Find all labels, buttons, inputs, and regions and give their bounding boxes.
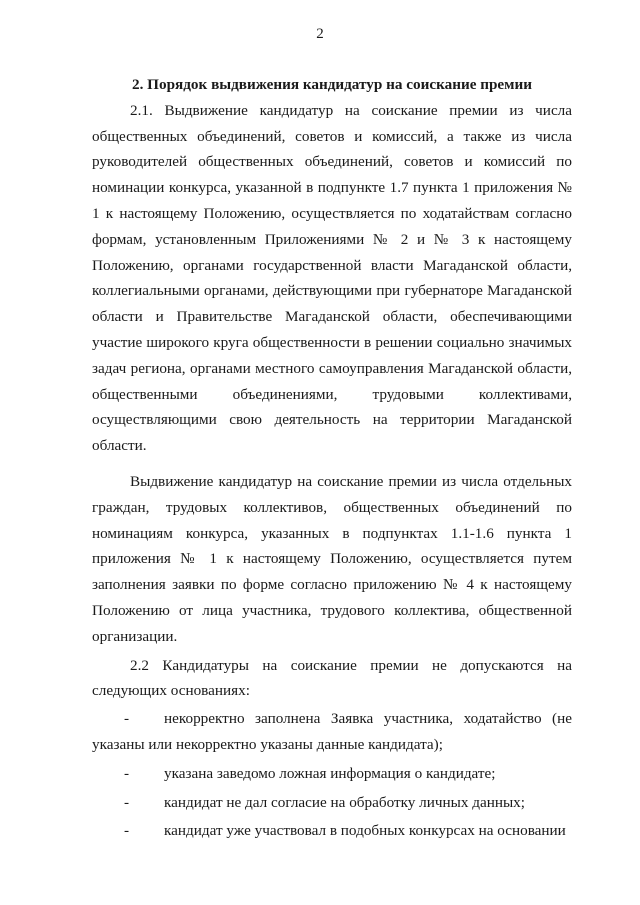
paragraph-2-1: 2.1. Выдвижение кандидатур на соискание премии из числа общественных объединений, советов и комиссий, а также из числа руководителей общественных объединений, советов и комиссий по номинации конкурса, указанной в подпункте 1.7 пункта 1 приложения № 1 к настоящему Положению, осуществляется по ходатайствам согласно формам, установленным Приложениями № 2 и № 3 к настоящему Положению, органами государственной власти Магаданской области, коллегиальными органами, действующими при губернаторе Магаданской области и Правительстве Магаданской области, обеспечивающими участие широкого круга общественности в решении социально значимых задач региона, органами местного самоуправления Магаданской области, общественными объединениями, трудовыми коллективами, осуществляющими свою деятельность на территории Магаданской области. bbox=[92, 101, 572, 455]
page-number: 2 bbox=[316, 26, 324, 42]
paragraph-2-2: 2.2 Кандидатуры на соискание премии не допускаются на следующих основаниях: bbox=[92, 656, 572, 700]
list-item-text: кандидат не дал согласие на обработку личных данных; bbox=[164, 793, 525, 811]
section-heading: 2. Порядок выдвижения кандидатур на соискание премии bbox=[131, 76, 533, 93]
list-dash: - bbox=[124, 822, 130, 840]
list-dash: - bbox=[124, 710, 130, 728]
list-item-text: кандидат уже участвовал в подобных конкурсах на основании bbox=[164, 822, 566, 840]
list-item-text: указана заведомо ложная информация о кандидате; bbox=[164, 764, 496, 782]
list-item bbox=[92, 790, 572, 816]
list-item bbox=[92, 761, 572, 787]
list-item bbox=[92, 818, 572, 844]
list-dash: - bbox=[124, 764, 130, 782]
list-item bbox=[92, 706, 572, 758]
list-dash: - bbox=[124, 793, 130, 811]
list-item-text: некорректно заполнена Заявка участника, ходатайство (не указаны или некорректно указаны данные кандидата); bbox=[92, 710, 572, 753]
grounds-list bbox=[92, 706, 572, 844]
document-content bbox=[92, 72, 572, 844]
paragraph-nomination: Выдвижение кандидатур на соискание премии из числа отдельных граждан, трудовых коллективов, общественных объединений по номинациям конкурса, указанных в подпунктах 1.1-1.6 пункта 1 приложения № 1 к настоящему Положению, осуществляется путем заполнения заявки по форме согласно приложению № 4 к настоящему Положению от лица участника, трудового коллектива, общественной организации. bbox=[92, 472, 572, 645]
